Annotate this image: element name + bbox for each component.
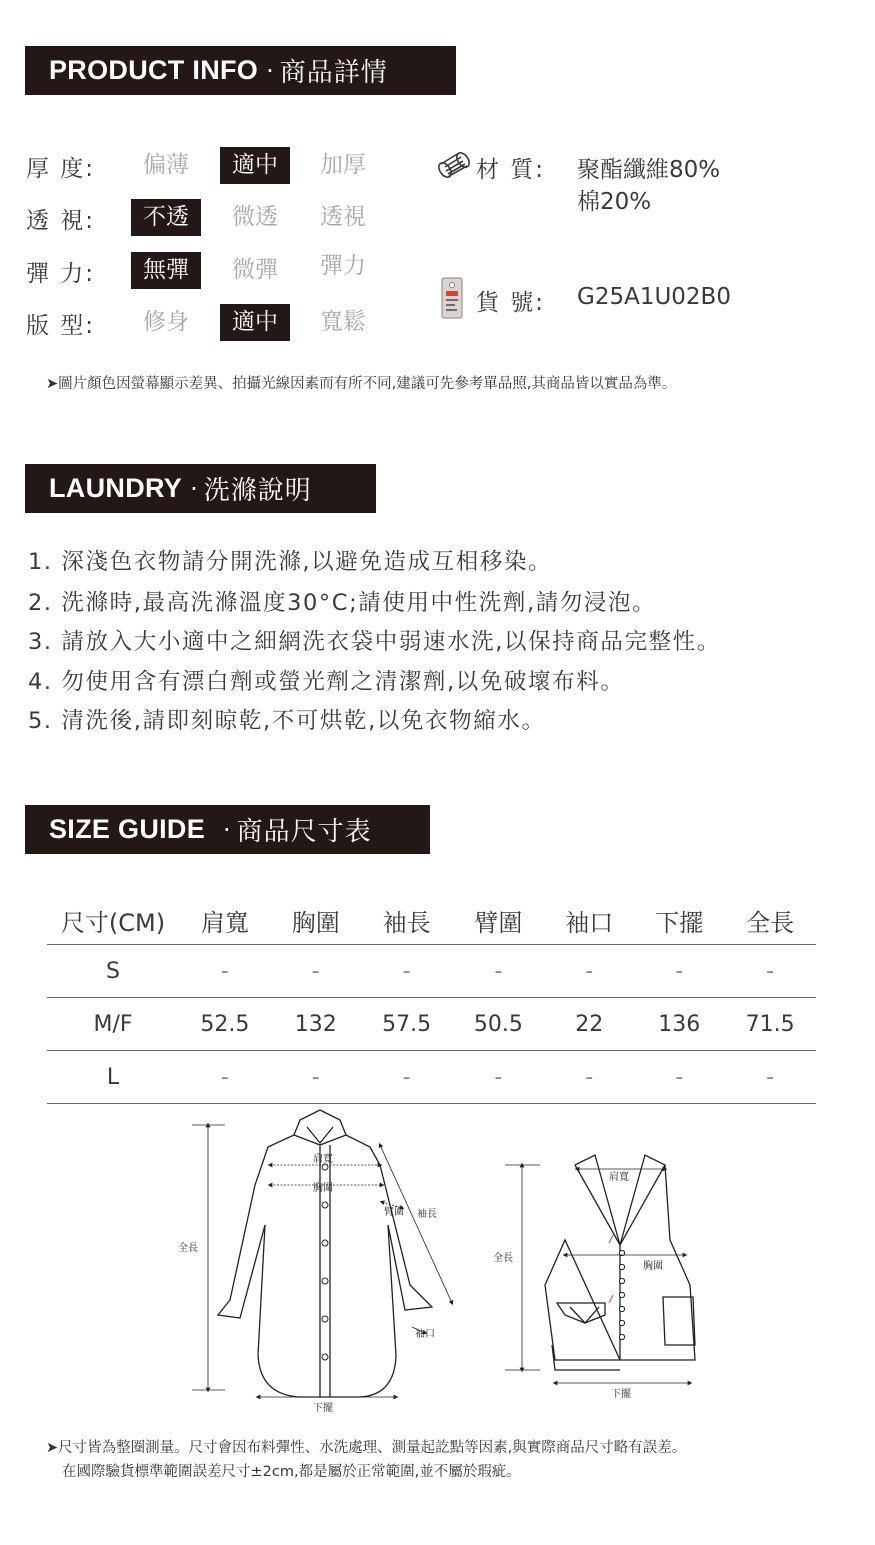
header-cell: 袖長 <box>361 896 453 945</box>
measure-cell: - <box>452 1051 544 1104</box>
measure-cell: - <box>361 945 453 998</box>
attr-option: 寬鬆 <box>320 309 366 335</box>
header-cell: 尺寸(CM) <box>47 896 179 945</box>
thread-spool-icon <box>436 150 474 182</box>
table-row <box>47 1051 816 1104</box>
attr-option: 彈力 <box>320 253 366 279</box>
measure-cell: - <box>724 1051 816 1104</box>
material-label: 材 質: <box>476 157 546 183</box>
measure-cell: - <box>361 1051 453 1104</box>
sku-label: 貨 號: <box>476 290 546 316</box>
attr-option: 微彈 <box>232 257 278 283</box>
title-separator: · <box>223 815 231 844</box>
laundry-item: 1. 深淺色衣物請分開洗滌,以避免造成互相移染。 <box>28 549 553 575</box>
header-cell: 臂圍 <box>452 896 544 945</box>
measure-cell: - <box>634 1051 724 1104</box>
measure-cell: - <box>544 1051 634 1104</box>
vest-measurement-diagram <box>485 1145 710 1405</box>
measure-cell: - <box>724 945 816 998</box>
title-separator: · <box>190 474 198 503</box>
laundry-item: 4. 勿使用含有漂白劑或螢光劑之清潔劑,以免破壞布料。 <box>28 669 625 695</box>
material-value-1: 聚酯纖維80% <box>577 157 721 183</box>
attr-option-selected: 適中 <box>220 304 290 341</box>
laundry-banner <box>25 464 376 513</box>
measure-cell: - <box>271 1051 361 1104</box>
product-color-note: ➤圖片顏色因螢幕顯示差異、拍攝光線因素而有所不同,建議可先參考單品照,其商品皆以實品為準。 <box>46 376 677 392</box>
measure-cell: 132 <box>271 998 361 1051</box>
size-note-2: 在國際驗貨標準範圍誤差尺寸±2cm,都是屬於正常範圍,並不屬於瑕疵。 <box>62 1464 521 1480</box>
label-length: 全長 <box>178 1243 198 1254</box>
label-cuff: 袖口 <box>415 1329 435 1340</box>
label-length: 全長 <box>493 1253 513 1264</box>
measure-cell: - <box>271 945 361 998</box>
size-note-1: ➤尺寸皆為整圈測量。尺寸會因布料彈性、水洗處理、測量起訖點等因素,與實際商品尺寸略有誤差。 <box>46 1440 687 1456</box>
measure-cell: - <box>179 1051 271 1104</box>
product-info-title-zh: 商品詳情 <box>279 58 388 88</box>
label-shoulder: 肩寬 <box>313 1154 333 1165</box>
size-guide-title-zh: 商品尺寸表 <box>236 817 372 847</box>
attr-label: 版 型: <box>26 313 96 339</box>
measure-cell: - <box>452 945 544 998</box>
title-separator: · <box>266 56 274 85</box>
size-cell: L <box>47 1051 179 1104</box>
measure-cell: 52.5 <box>179 998 271 1051</box>
label-hem: 下擺 <box>611 1389 631 1400</box>
attr-option: 透視 <box>320 204 366 230</box>
label-chest: 胸圍 <box>643 1261 663 1272</box>
size-guide-title-en: SIZE GUIDE <box>49 814 206 844</box>
measure-cell: - <box>634 945 724 998</box>
measure-cell: 57.5 <box>361 998 453 1051</box>
attr-option: 偏薄 <box>143 152 189 178</box>
header-cell: 胸圍 <box>271 896 361 945</box>
table-row <box>47 945 816 998</box>
laundry-title-en: LAUNDRY <box>49 473 183 503</box>
size-cell: M/F <box>47 998 179 1051</box>
label-shoulder: 肩寬 <box>609 1172 629 1183</box>
measure-cell: 50.5 <box>452 998 544 1051</box>
attr-option-selected: 無彈 <box>131 252 201 289</box>
size-guide-banner <box>25 805 430 854</box>
attr-option: 微透 <box>232 204 278 230</box>
laundry-item: 5. 清洗後,請即刻晾乾,不可烘乾,以免衣物縮水。 <box>28 708 546 734</box>
attr-option: 加厚 <box>320 152 366 178</box>
table-row <box>47 998 816 1051</box>
hang-tag-icon <box>439 276 467 320</box>
laundry-title-zh: 洗滌說明 <box>203 476 312 506</box>
label-chest: 胸圍 <box>313 1183 333 1194</box>
label-hem: 下擺 <box>313 1403 333 1414</box>
laundry-item: 3. 請放入大小適中之細網洗衣袋中弱速水洗,以保持商品完整性。 <box>28 629 721 655</box>
material-value-2: 棉20% <box>577 189 652 215</box>
product-info-title-en: PRODUCT INFO <box>49 55 259 85</box>
label-sleeve: 袖長 <box>417 1209 437 1220</box>
measure-cell: 136 <box>634 998 724 1051</box>
size-cell: S <box>47 945 179 998</box>
attr-label: 透 視: <box>26 208 96 234</box>
header-cell: 肩寬 <box>179 896 271 945</box>
laundry-item: 2. 洗滌時,最高洗滌溫度30°C;請使用中性洗劑,請勿浸泡。 <box>28 590 657 616</box>
sku-value: G25A1U02B0 <box>577 284 731 310</box>
size-table-header <box>47 896 816 945</box>
header-cell: 下擺 <box>634 896 724 945</box>
measure-cell: 71.5 <box>724 998 816 1051</box>
size-table <box>47 896 816 1104</box>
measure-cell: - <box>179 945 271 998</box>
label-arm: 臂圍 <box>384 1207 404 1218</box>
attr-label: 彈 力: <box>26 261 96 287</box>
product-info-banner <box>25 46 456 95</box>
measure-cell: - <box>544 945 634 998</box>
attr-option: 修身 <box>143 309 189 335</box>
shirt-measurement-diagram <box>170 1105 470 1420</box>
attr-label: 厚 度: <box>26 156 96 182</box>
attr-option-selected: 不透 <box>131 199 201 236</box>
header-cell: 全長 <box>724 896 816 945</box>
attr-option-selected: 適中 <box>220 147 290 184</box>
header-cell: 袖口 <box>544 896 634 945</box>
measure-cell: 22 <box>544 998 634 1051</box>
